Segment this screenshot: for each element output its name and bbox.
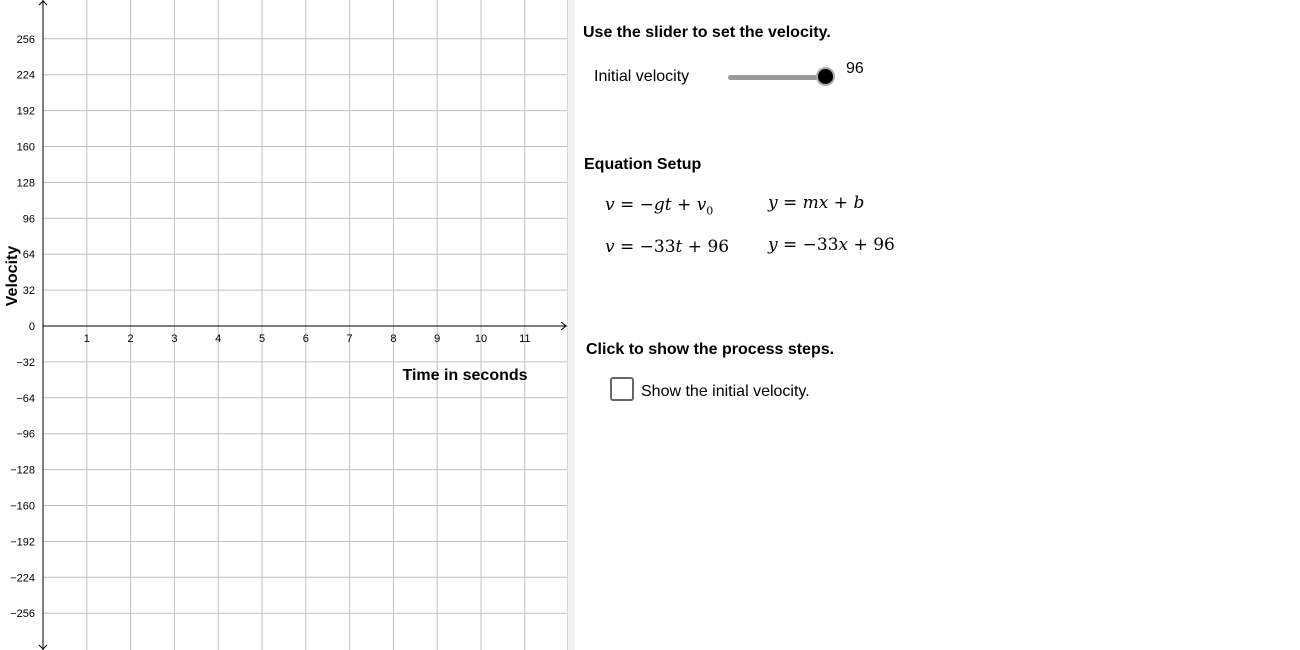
y-tick-label: 32: [22, 285, 35, 298]
x-tick-label: 8: [390, 333, 397, 345]
show-initial-velocity-checkbox[interactable]: [610, 377, 634, 401]
x-tick-label: 2: [127, 333, 134, 345]
y-tick-label: 224: [16, 69, 35, 82]
y-tick-label: 0: [28, 321, 35, 333]
x-tick-label: 5: [258, 333, 266, 345]
y-tick-label: 96: [22, 213, 35, 226]
equation-setup-title: Equation Setup: [584, 156, 702, 173]
x-tick-label: 3: [171, 333, 178, 345]
y-tick-label: −160: [10, 500, 35, 513]
show-initial-velocity-label[interactable]: Show the initial velocity.: [641, 383, 810, 400]
panel-divider[interactable]: [567, 0, 575, 650]
x-tick-label: 1: [83, 333, 90, 345]
slider-instruction: Use the slider to set the velocity.: [583, 24, 831, 41]
x-axis-label: Time in seconds: [402, 367, 528, 384]
x-tick-label: 9: [434, 333, 441, 345]
y-tick-label: −96: [16, 428, 35, 441]
specific-velocity-equation: v = −33t + 96: [605, 237, 730, 257]
y-tick-label: −128: [10, 464, 35, 477]
x-tick-label: 10: [474, 333, 488, 345]
y-tick-label: −224: [10, 572, 35, 585]
y-tick-label: 256: [16, 33, 35, 46]
y-tick-label: 64: [22, 249, 35, 262]
y-axis-label: Velocity: [4, 245, 21, 307]
y-tick-label: 128: [16, 177, 35, 190]
initial-velocity-label: Initial velocity: [594, 68, 690, 85]
x-tick-label: 7: [346, 333, 353, 345]
x-tick-label: 6: [302, 333, 309, 345]
graph-axes: [39, 0, 567, 650]
x-tick-label: 11: [519, 333, 531, 345]
specific-linear-equation: y = −33x + 96: [768, 235, 895, 255]
y-tick-label: −64: [16, 392, 35, 405]
y-tick-label: −192: [10, 536, 35, 549]
y-tick-label: 160: [16, 141, 35, 154]
initial-velocity-slider-track[interactable]: [728, 75, 828, 80]
y-tick-label: 192: [16, 105, 35, 118]
process-instruction: Click to show the process steps.: [586, 341, 835, 358]
initial-velocity-slider-handle[interactable]: [818, 69, 833, 84]
general-velocity-equation: $v = -gt + v_0$: [605, 195, 714, 218]
algebra-panel: [575, 0, 1300, 650]
y-tick-label: −256: [10, 608, 35, 621]
graph-grid: [43, 0, 567, 650]
initial-velocity-value: 96: [846, 60, 864, 77]
velocity-time-graph[interactable]: [0, 0, 570, 650]
x-tick-label: 4: [215, 333, 222, 345]
graph-tick-labels: [10, 34, 530, 620]
y-tick-label: −32: [16, 356, 35, 369]
slope-intercept-form: y = mx + b: [768, 193, 865, 213]
